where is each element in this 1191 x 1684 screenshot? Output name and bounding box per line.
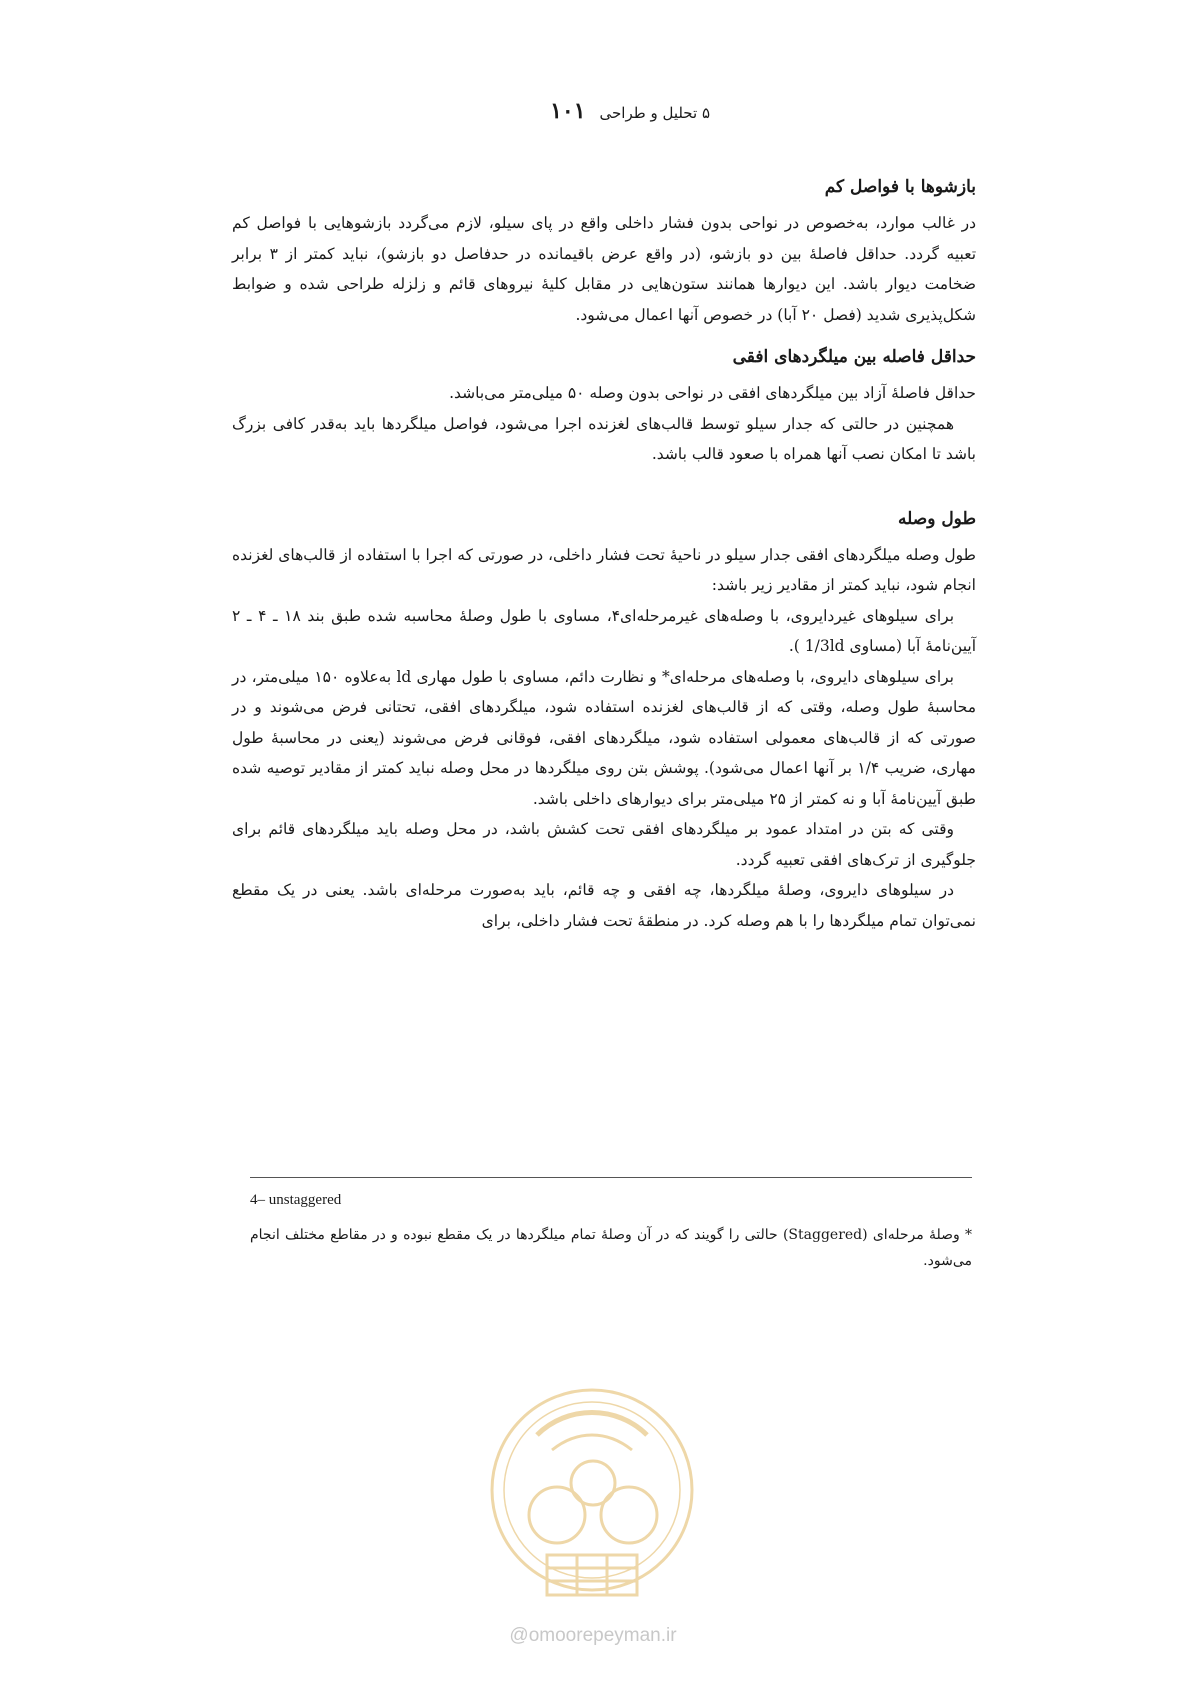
paragraph: برای سیلوهای غیردایروی، با وصله‌های غیرمرحله‌ای۴، مساوی با طول وصلهٔ محاسبه شده طبق بند ۱۸ ـ ۴ ـ ۲ آیین‌نامهٔ آبا (مساوی ‎1/3ld‎ ). <box>232 606 976 655</box>
page-number: ۱۰۱ <box>550 98 586 124</box>
footnote-star: * وصلهٔ مرحله‌ای (Staggered) حالتی را گویند که در آن وصلهٔ تمام میلگردها در یک مقطع نبوده و در مقاطع مختلف انجام می‌شود. <box>250 1227 972 1269</box>
chapter-title: ۵ تحلیل و طراحی <box>599 104 710 122</box>
paragraph: همچنین در حالتی که جدار سیلو توسط قالب‌های لغزنده اجرا می‌شود، فواصل میلگردها باید به‌قدر کافی بزرگ باشد تا امکان نصب آنها همراه با صعود قالب باشد. <box>232 414 976 463</box>
watermark-text: @omoorepeyman.ir <box>509 1625 677 1646</box>
section-title-openings: بازشوها با فواصل کم <box>824 177 976 197</box>
footnote-divider <box>250 1177 972 1178</box>
running-header <box>250 98 710 128</box>
watermark-logo <box>477 1365 707 1620</box>
paragraph: طول وصله میلگردهای افقی جدار سیلو در ناحیهٔ تحت فشار داخلی، در صورتی که اجرا با استفاده از قالب‌های لغزنده انجام شود، نباید کمتر از مقادیر زیر باشد: <box>232 545 976 594</box>
main-content <box>232 172 976 936</box>
paragraph: حداقل فاصلهٔ آزاد بین میلگردهای افقی در نواحی بدون وصله ۵۰ میلی‌متر می‌باشد. <box>449 384 976 402</box>
paragraph: برای سیلوهای دایروی، با وصله‌های مرحله‌ای* و نظارت دائم، مساوی با طول مهاری ld به‌علاوه ۱۵۰ میلی‌متر، در محاسبهٔ طول وصله، وقتی که از قالب‌های لغزنده استفاده شود، میلگردهای افقی، تحتانی فرض می‌شوند و در صورتی که از قالب‌های معمولی استفاده شود، میلگردهای افقی، فوقانی فرض می‌شوند (یعنی در محاسبهٔ طول مهاری، ضریب ۱/۴ بر آنها اعمال می‌شود). پوشش بتن روی میلگردها در محل وصله نباید کمتر از مقادیر توصیه شده طبق آیین‌نامهٔ آبا و نه کمتر از ۲۵ میلی‌متر برای دیوارهای داخلی باشد. <box>232 667 976 808</box>
paragraph: در سیلوهای دایروی، وصلهٔ میلگردها، چه افقی و چه قائم، باید به‌صورت مرحله‌ای باشد. یعنی در یک مقطع نمی‌توان تمام میلگردها را با هم وصله کرد. در منطقهٔ تحت فشار داخلی، برای <box>232 881 976 930</box>
section-title-splice-length: طول وصله <box>898 508 976 529</box>
paragraph: وقتی که بتن در امتداد عمود بر میلگردهای افقی تحت کشش باشد، در محل وصله باید میلگردهای قائم برای جلوگیری از ترک‌های افقی تعبیه گردد. <box>232 820 976 869</box>
footnote-4: 4– unstaggered <box>250 1192 342 1208</box>
paragraph: در غالب موارد، به‌خصوص در نواحی بدون فشار داخلی واقع در پای سیلو، لازم می‌گردد بازشوهایی با فواصل کم تعبیه گردد. حداقل فاصلهٔ بین دو بازشو، (در واقع عرض باقیمانده در حدفاصل دو بازشو)، نباید کمتر از ۳ برابر ضخامت دیوار باشد. این دیوارها همانند ستون‌هایی در مقابل کلیهٔ نیروهای قائم و زلزله طراحی شده و ضوابط شکل‌پذیری شدید (فصل ۲۰ آبا) در خصوص آنها اعمال می‌شود. <box>232 214 977 324</box>
section-title-min-spacing: حداقل فاصله بین میلگردهای افقی <box>732 347 976 367</box>
